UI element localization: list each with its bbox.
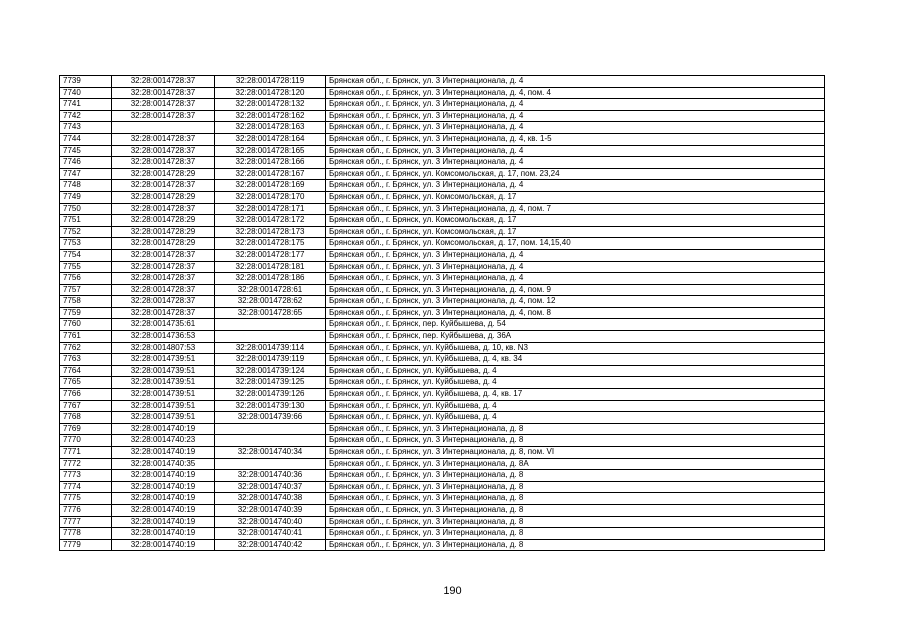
object-cadastral-number-cell: 32:28:0014728:169 xyxy=(215,180,326,192)
table-row xyxy=(60,447,825,459)
parcel-cadastral-number-cell: 32:28:0014740:19 xyxy=(112,423,215,435)
parcel-cadastral-number-cell: 32:28:0014728:37 xyxy=(112,261,215,273)
address-cell: Брянская обл., г. Брянск, ул. Куйбышева, д. 4 xyxy=(326,400,825,412)
table-row xyxy=(60,504,825,516)
parcel-cadastral-number-cell: 32:28:0014740:19 xyxy=(112,447,215,459)
object-cadastral-number-cell: 32:28:0014739:124 xyxy=(215,365,326,377)
row-number-cell: 7765 xyxy=(60,377,112,389)
parcel-cadastral-number-cell: 32:28:0014728:29 xyxy=(112,191,215,203)
address-cell: Брянская обл., г. Брянск, ул. 3 Интернационала, д. 8 xyxy=(326,481,825,493)
object-cadastral-number-cell xyxy=(215,458,326,470)
parcel-cadastral-number-cell: 32:28:0014728:37 xyxy=(112,273,215,285)
parcel-cadastral-number-cell: 32:28:0014728:37 xyxy=(112,145,215,157)
address-cell: Брянская обл., г. Брянск, ул. Куйбышева, д. 4, кв. 34 xyxy=(326,354,825,366)
table-row xyxy=(60,319,825,331)
row-number-cell: 7779 xyxy=(60,539,112,551)
address-cell: Брянская обл., г. Брянск, ул. 3 Интернационала, д. 4, кв. 1-5 xyxy=(326,133,825,145)
row-number-cell: 7741 xyxy=(60,99,112,111)
row-number-cell: 7763 xyxy=(60,354,112,366)
row-number-cell: 7770 xyxy=(60,435,112,447)
row-number-cell: 7750 xyxy=(60,203,112,215)
row-number-cell: 7759 xyxy=(60,307,112,319)
row-number-cell: 7746 xyxy=(60,157,112,169)
object-cadastral-number-cell: 32:28:0014728:165 xyxy=(215,145,326,157)
table-row xyxy=(60,203,825,215)
row-number-cell: 7753 xyxy=(60,238,112,250)
object-cadastral-number-cell: 32:28:0014740:42 xyxy=(215,539,326,551)
row-number-cell: 7755 xyxy=(60,261,112,273)
parcel-cadastral-number-cell: 32:28:0014736:53 xyxy=(112,331,215,343)
object-cadastral-number-cell: 32:28:0014740:41 xyxy=(215,528,326,540)
object-cadastral-number-cell: 32:28:0014739:119 xyxy=(215,354,326,366)
row-number-cell: 7771 xyxy=(60,447,112,459)
address-cell: Брянская обл., г. Брянск, ул. 3 Интернационала, д. 4 xyxy=(326,157,825,169)
row-number-cell: 7742 xyxy=(60,110,112,122)
address-cell: Брянская обл., г. Брянск, ул. Куйбышева, д. 4, кв. 17 xyxy=(326,389,825,401)
object-cadastral-number-cell: 32:28:0014728:175 xyxy=(215,238,326,250)
parcel-cadastral-number-cell: 32:28:0014740:19 xyxy=(112,528,215,540)
parcel-cadastral-number-cell xyxy=(112,122,215,134)
table-row xyxy=(60,481,825,493)
parcel-cadastral-number-cell: 32:28:0014740:35 xyxy=(112,458,215,470)
address-cell: Брянская обл., г. Брянск, ул. Куйбышева, д. 4 xyxy=(326,412,825,424)
object-cadastral-number-cell: 32:28:0014728:163 xyxy=(215,122,326,134)
parcel-cadastral-number-cell: 32:28:0014728:37 xyxy=(112,87,215,99)
parcel-cadastral-number-cell: 32:28:0014728:37 xyxy=(112,99,215,111)
row-number-cell: 7766 xyxy=(60,389,112,401)
table-row xyxy=(60,296,825,308)
parcel-cadastral-number-cell: 32:28:0014728:37 xyxy=(112,284,215,296)
parcel-cadastral-number-cell: 32:28:0014807:53 xyxy=(112,342,215,354)
row-number-cell: 7768 xyxy=(60,412,112,424)
row-number-cell: 7767 xyxy=(60,400,112,412)
address-cell: Брянская обл., г. Брянск, ул. 3 Интернационала, д. 8 xyxy=(326,493,825,505)
object-cadastral-number-cell: 32:28:0014728:186 xyxy=(215,273,326,285)
address-cell: Брянская обл., г. Брянск, ул. 3 Интернационала, д. 4 xyxy=(326,99,825,111)
object-cadastral-number-cell: 32:28:0014739:126 xyxy=(215,389,326,401)
object-cadastral-number-cell: 32:28:0014728:181 xyxy=(215,261,326,273)
address-cell: Брянская обл., г. Брянск, ул. 3 Интернационала, д. 4 xyxy=(326,145,825,157)
address-cell: Брянская обл., г. Брянск, ул. 3 Интернационала, д. 4, пом. 12 xyxy=(326,296,825,308)
row-number-cell: 7778 xyxy=(60,528,112,540)
parcel-cadastral-number-cell: 32:28:0014728:37 xyxy=(112,296,215,308)
table-row xyxy=(60,215,825,227)
parcel-cadastral-number-cell: 32:28:0014728:37 xyxy=(112,203,215,215)
table-row xyxy=(60,76,825,88)
object-cadastral-number-cell: 32:28:0014739:114 xyxy=(215,342,326,354)
object-cadastral-number-cell: 32:28:0014728:132 xyxy=(215,99,326,111)
address-cell: Брянская обл., г. Брянск, ул. 3 Интернационала, д. 4 xyxy=(326,261,825,273)
row-number-cell: 7748 xyxy=(60,180,112,192)
parcel-cadastral-number-cell: 32:28:0014728:37 xyxy=(112,76,215,88)
table-row xyxy=(60,365,825,377)
object-cadastral-number-cell: 32:28:0014739:66 xyxy=(215,412,326,424)
object-cadastral-number-cell: 32:28:0014728:166 xyxy=(215,157,326,169)
parcel-cadastral-number-cell: 32:28:0014739:51 xyxy=(112,354,215,366)
parcel-cadastral-number-cell: 32:28:0014739:51 xyxy=(112,365,215,377)
parcel-cadastral-number-cell: 32:28:0014728:29 xyxy=(112,168,215,180)
address-cell: Брянская обл., г. Брянск, ул. 3 Интернационала, д. 8 xyxy=(326,528,825,540)
table-row xyxy=(60,400,825,412)
address-cell: Брянская обл., г. Брянск, ул. 3 Интернационала, д. 8 xyxy=(326,470,825,482)
object-cadastral-number-cell: 32:28:0014739:125 xyxy=(215,377,326,389)
address-cell: Брянская обл., г. Брянск, ул. 3 Интернационала, д. 4 xyxy=(326,180,825,192)
parcel-cadastral-number-cell: 32:28:0014728:37 xyxy=(112,180,215,192)
object-cadastral-number-cell: 32:28:0014728:177 xyxy=(215,249,326,261)
address-cell: Брянская обл., г. Брянск, ул. 3 Интернационала, д. 8 xyxy=(326,423,825,435)
parcel-cadastral-number-cell: 32:28:0014739:51 xyxy=(112,389,215,401)
address-cell: Брянская обл., г. Брянск, ул. Комсомольская, д. 17, пом. 14,15,40 xyxy=(326,238,825,250)
object-cadastral-number-cell: 32:28:0014728:162 xyxy=(215,110,326,122)
object-cadastral-number-cell: 32:28:0014728:172 xyxy=(215,215,326,227)
object-cadastral-number-cell: 32:28:0014728:171 xyxy=(215,203,326,215)
table-row xyxy=(60,331,825,343)
address-cell: Брянская обл., г. Брянск, пер. Куйбышева, д. 54 xyxy=(326,319,825,331)
object-cadastral-number-cell xyxy=(215,319,326,331)
table-row xyxy=(60,412,825,424)
parcel-cadastral-number-cell: 32:28:0014740:19 xyxy=(112,493,215,505)
address-cell: Брянская обл., г. Брянск, ул. 3 Интернационала, д. 8, пом. VI xyxy=(326,447,825,459)
table-row xyxy=(60,249,825,261)
table-row xyxy=(60,470,825,482)
object-cadastral-number-cell: 32:28:0014728:173 xyxy=(215,226,326,238)
address-cell: Брянская обл., г. Брянск, ул. 3 Интернационала, д. 4 xyxy=(326,249,825,261)
row-number-cell: 7760 xyxy=(60,319,112,331)
parcel-cadastral-number-cell: 32:28:0014728:37 xyxy=(112,133,215,145)
table-row xyxy=(60,342,825,354)
parcel-cadastral-number-cell: 32:28:0014739:51 xyxy=(112,412,215,424)
row-number-cell: 7744 xyxy=(60,133,112,145)
object-cadastral-number-cell xyxy=(215,423,326,435)
object-cadastral-number-cell: 32:28:0014740:34 xyxy=(215,447,326,459)
object-cadastral-number-cell: 32:28:0014728:164 xyxy=(215,133,326,145)
parcel-cadastral-number-cell: 32:28:0014740:19 xyxy=(112,504,215,516)
row-number-cell: 7773 xyxy=(60,470,112,482)
table-row xyxy=(60,157,825,169)
parcel-cadastral-number-cell: 32:28:0014728:37 xyxy=(112,110,215,122)
row-number-cell: 7739 xyxy=(60,76,112,88)
table-row xyxy=(60,261,825,273)
object-cadastral-number-cell: 32:28:0014728:167 xyxy=(215,168,326,180)
table-row xyxy=(60,539,825,551)
page-number: 190 xyxy=(443,585,462,597)
table-row xyxy=(60,133,825,145)
address-cell: Брянская обл., г. Брянск, ул. 3 Интернационала, д. 4, пом. 8 xyxy=(326,307,825,319)
row-number-cell: 7745 xyxy=(60,145,112,157)
parcel-cadastral-number-cell: 32:28:0014739:51 xyxy=(112,377,215,389)
address-cell: Брянская обл., г. Брянск, ул. 3 Интернационала, д. 4, пом. 7 xyxy=(326,203,825,215)
address-cell: Брянская обл., г. Брянск, ул. 3 Интернационала, д. 8 xyxy=(326,516,825,528)
address-cell: Брянская обл., г. Брянск, ул. Куйбышева, д. 4 xyxy=(326,365,825,377)
parcel-cadastral-number-cell: 32:28:0014740:19 xyxy=(112,481,215,493)
row-number-cell: 7756 xyxy=(60,273,112,285)
object-cadastral-number-cell: 32:28:0014740:37 xyxy=(215,481,326,493)
row-number-cell: 7752 xyxy=(60,226,112,238)
object-cadastral-number-cell: 32:28:0014739:130 xyxy=(215,400,326,412)
parcel-cadastral-number-cell: 32:28:0014728:37 xyxy=(112,307,215,319)
table-row xyxy=(60,377,825,389)
parcel-cadastral-number-cell: 32:28:0014740:23 xyxy=(112,435,215,447)
table-row xyxy=(60,238,825,250)
row-number-cell: 7751 xyxy=(60,215,112,227)
row-number-cell: 7777 xyxy=(60,516,112,528)
address-cell: Брянская обл., г. Брянск, ул. Комсомольская, д. 17 xyxy=(326,226,825,238)
object-cadastral-number-cell: 32:28:0014728:61 xyxy=(215,284,326,296)
table-row xyxy=(60,354,825,366)
object-cadastral-number-cell: 32:28:0014740:39 xyxy=(215,504,326,516)
object-cadastral-number-cell: 32:28:0014740:38 xyxy=(215,493,326,505)
address-cell: Брянская обл., г. Брянск, пер. Куйбышева, д. 36А xyxy=(326,331,825,343)
object-cadastral-number-cell: 32:28:0014728:120 xyxy=(215,87,326,99)
address-cell: Брянская обл., г. Брянск, ул. Комсомольская, д. 17, пом. 23,24 xyxy=(326,168,825,180)
row-number-cell: 7754 xyxy=(60,249,112,261)
address-cell: Брянская обл., г. Брянск, ул. 3 Интернационала, д. 8 xyxy=(326,504,825,516)
row-number-cell: 7761 xyxy=(60,331,112,343)
row-number-cell: 7758 xyxy=(60,296,112,308)
table-row xyxy=(60,122,825,134)
object-cadastral-number-cell: 32:28:0014740:36 xyxy=(215,470,326,482)
row-number-cell: 7764 xyxy=(60,365,112,377)
table-row xyxy=(60,191,825,203)
row-number-cell: 7775 xyxy=(60,493,112,505)
object-cadastral-number-cell: 32:28:0014728:62 xyxy=(215,296,326,308)
address-cell: Брянская обл., г. Брянск, ул. 3 Интернационала, д. 4, пом. 9 xyxy=(326,284,825,296)
table-row xyxy=(60,493,825,505)
object-cadastral-number-cell: 32:28:0014728:65 xyxy=(215,307,326,319)
row-number-cell: 7749 xyxy=(60,191,112,203)
table-row xyxy=(60,284,825,296)
table-row xyxy=(60,99,825,111)
address-cell: Брянская обл., г. Брянск, ул. Комсомольская, д. 17 xyxy=(326,215,825,227)
address-cell: Брянская обл., г. Брянск, ул. Куйбышева, д. 4 xyxy=(326,377,825,389)
table-row xyxy=(60,516,825,528)
row-number-cell: 7743 xyxy=(60,122,112,134)
parcel-cadastral-number-cell: 32:28:0014728:37 xyxy=(112,157,215,169)
parcel-cadastral-number-cell: 32:28:0014740:19 xyxy=(112,539,215,551)
registry-table xyxy=(59,75,825,551)
row-number-cell: 7776 xyxy=(60,504,112,516)
parcel-cadastral-number-cell: 32:28:0014728:29 xyxy=(112,226,215,238)
parcel-cadastral-number-cell: 32:28:0014740:19 xyxy=(112,516,215,528)
address-cell: Брянская обл., г. Брянск, ул. 3 Интернационала, д. 8 xyxy=(326,539,825,551)
address-cell: Брянская обл., г. Брянск, ул. 3 Интернационала, д. 4 xyxy=(326,122,825,134)
row-number-cell: 7740 xyxy=(60,87,112,99)
address-cell: Брянская обл., г. Брянск, ул. 3 Интернационала, д. 4 xyxy=(326,110,825,122)
object-cadastral-number-cell: 32:28:0014728:119 xyxy=(215,76,326,88)
table-row xyxy=(60,180,825,192)
row-number-cell: 7747 xyxy=(60,168,112,180)
table-row xyxy=(60,168,825,180)
address-cell: Брянская обл., г. Брянск, ул. Комсомольская, д. 17 xyxy=(326,191,825,203)
object-cadastral-number-cell xyxy=(215,435,326,447)
object-cadastral-number-cell xyxy=(215,331,326,343)
row-number-cell: 7769 xyxy=(60,423,112,435)
address-cell: Брянская обл., г. Брянск, ул. 3 Интернационала, д. 4 xyxy=(326,76,825,88)
parcel-cadastral-number-cell: 32:28:0014728:29 xyxy=(112,215,215,227)
table-row xyxy=(60,423,825,435)
row-number-cell: 7774 xyxy=(60,481,112,493)
parcel-cadastral-number-cell: 32:28:0014728:29 xyxy=(112,238,215,250)
table-row xyxy=(60,307,825,319)
address-cell: Брянская обл., г. Брянск, ул. 3 Интернационала, д. 8А xyxy=(326,458,825,470)
table-row xyxy=(60,458,825,470)
object-cadastral-number-cell: 32:28:0014728:170 xyxy=(215,191,326,203)
parcel-cadastral-number-cell: 32:28:0014740:19 xyxy=(112,470,215,482)
parcel-cadastral-number-cell: 32:28:0014739:51 xyxy=(112,400,215,412)
address-cell: Брянская обл., г. Брянск, ул. 3 Интернационала, д. 4 xyxy=(326,273,825,285)
table-row xyxy=(60,273,825,285)
address-cell: Брянская обл., г. Брянск, ул. Куйбышева, д. 10, кв. N3 xyxy=(326,342,825,354)
parcel-cadastral-number-cell: 32:28:0014728:37 xyxy=(112,249,215,261)
table-row xyxy=(60,226,825,238)
address-cell: Брянская обл., г. Брянск, ул. 3 Интернационала, д. 8 xyxy=(326,435,825,447)
table-row xyxy=(60,87,825,99)
object-cadastral-number-cell: 32:28:0014740:40 xyxy=(215,516,326,528)
table-row xyxy=(60,435,825,447)
table-row xyxy=(60,528,825,540)
registry-table-body xyxy=(60,76,825,551)
parcel-cadastral-number-cell: 32:28:0014735:61 xyxy=(112,319,215,331)
row-number-cell: 7757 xyxy=(60,284,112,296)
table-row xyxy=(60,145,825,157)
row-number-cell: 7762 xyxy=(60,342,112,354)
table-row xyxy=(60,389,825,401)
address-cell: Брянская обл., г. Брянск, ул. 3 Интернационала, д. 4, пом. 4 xyxy=(326,87,825,99)
row-number-cell: 7772 xyxy=(60,458,112,470)
table-row xyxy=(60,110,825,122)
